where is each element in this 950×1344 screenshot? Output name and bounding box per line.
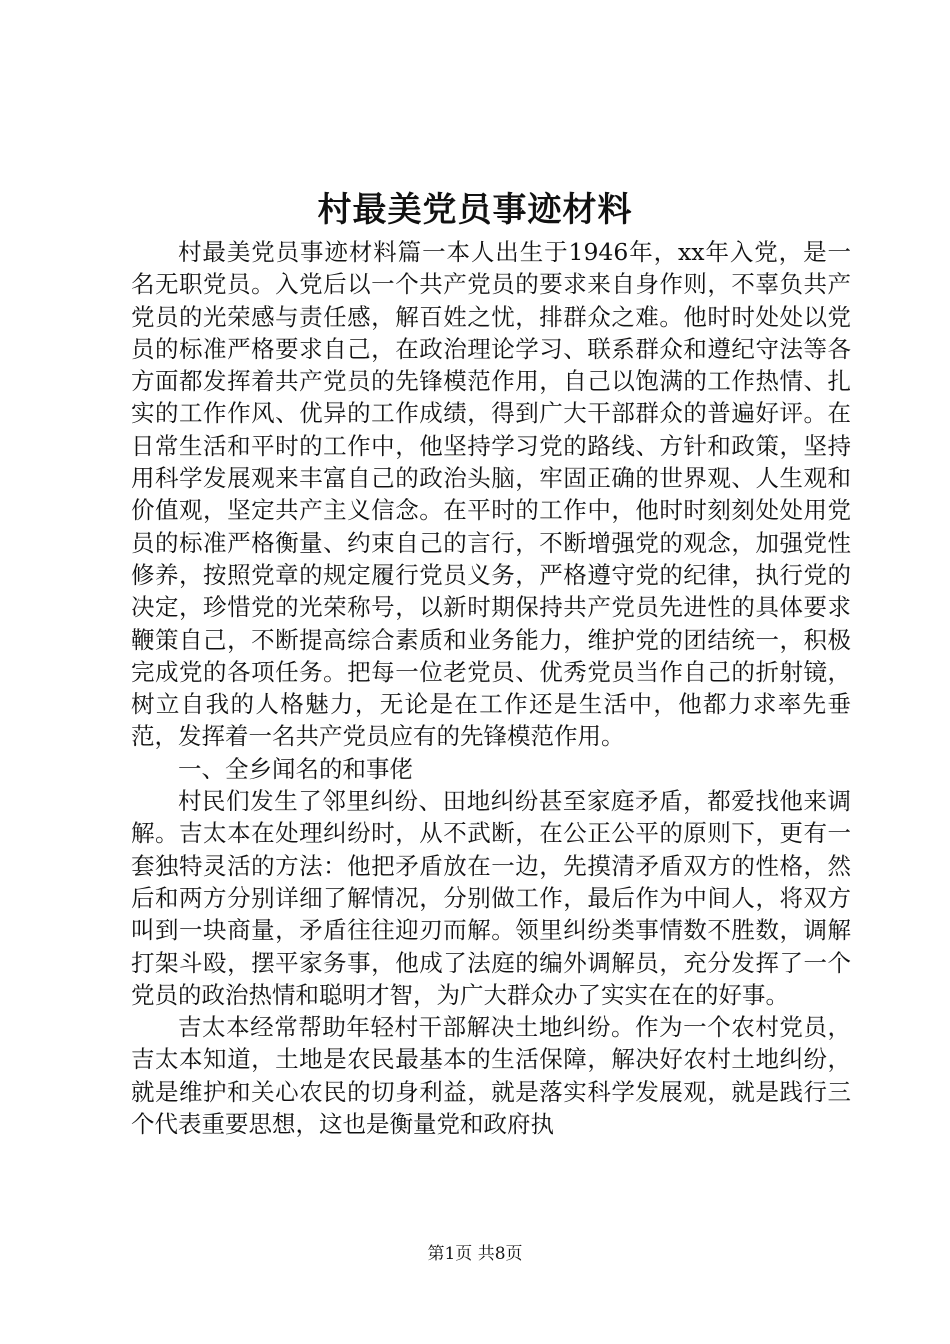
document-title: 村最美党员事迹材料 — [317, 190, 633, 230]
paragraph-mediation: 村民们发生了邻里纠纷、田地纠纷甚至家庭矛盾，都爱找他来调解。吉太本在处理纠纷时，从不武断，在公正公平的原则下，更有一套独特灵活的方法：他把矛盾放在一边，先摸清矛盾双方的性格，然后和两方分别详细了解情况，分别做工作，最后作为中间人，将双方叫到一块商量，矛盾往往迎刃而解。领里纠纷类事情数不胜数，调解打架斗殴，摆平家务事，他成了法庭的编外调解员，充分发挥了一个党员的政治热情和聪明才智，为广大群众办了实实在在的好事。 — [131, 787, 851, 1009]
page-number-footer: 第1页 共8页 — [427, 1244, 523, 1264]
paragraph-intro: 村最美党员事迹材料篇一本人出生于1946年，xx年入党，是一名无职党员。入党后以一个共产党员的要求来自身作则，不辜负共产党员的光荣感与责任感，解百姓之忧，排群众之难。他时时处处以党员的标准严格要求自己，在政治理论学习、联系群众和遵纪守法等各方面都发挥着共产党员的先锋模范作用，自己以饱满的工作热情、扎实的工作作风、优异的工作成绩，得到广大干部群众的普遍好评。在日常生活和平时的工作中，他坚持学习党的路线、方针和政策，坚持用科学发展观来丰富自己的政治头脑，牢固正确的世界观、人生观和价值观，坚定共产主义信念。在平时的工作中，他时时刻刻处处用党员的标准严格衡量、约束自己的言行，不断增强党的观念，加强党性修养，按照党章的规定履行党员义务，严格遵守党的纪律，执行党的决定，珍惜党的光荣称号，以新时期保持共产党员先进性的具体要求鞭策自己，不断提高综合素质和业务能力，维护党的团结统一，积极完成党的各项任务。把每一位老党员、优秀党员当作自己的折射镜，树立自我的人格魅力，无论是在工作还是生活中，他都力求率先垂范，发挥着一名共产党员应有的先锋模范作用。 — [131, 238, 851, 751]
section-heading: 一、全乡闻名的和事佬 — [178, 754, 413, 783]
document-body — [131, 236, 851, 1140]
paragraph-land-disputes: 吉太本经常帮助年轻村干部解决土地纠纷。作为一个农村党员，吉太本知道，土地是农民最基本的生活保障，解决好农村土地纠纷，就是维护和关心农民的切身利益，就是落实科学发展观，就是践行三个代表重要思想，这也是衡量党和政府执 — [131, 1013, 851, 1139]
